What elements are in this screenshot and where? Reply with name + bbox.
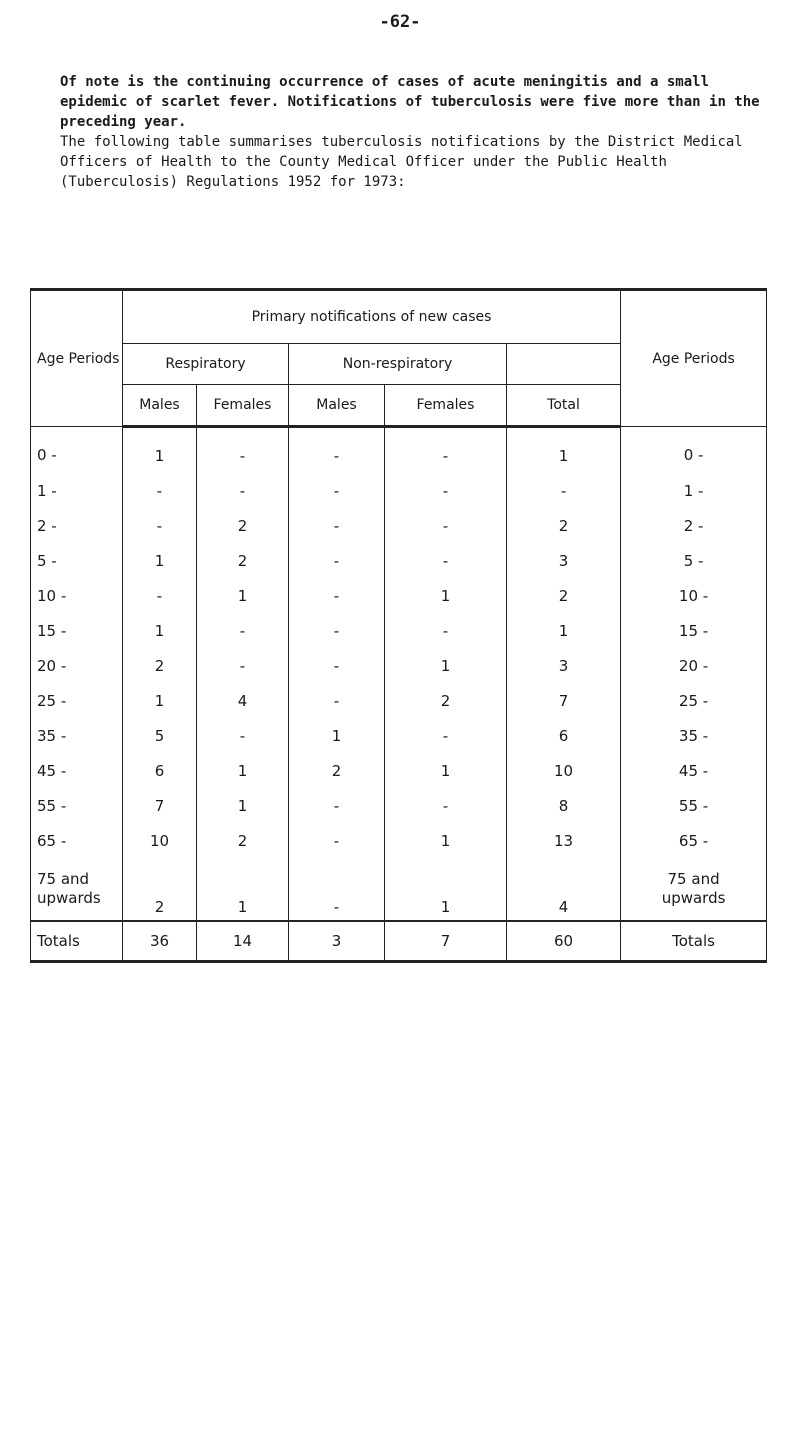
totals-resp-males: 36 [123, 921, 197, 962]
resp-females: 1 [197, 578, 289, 613]
resp-males: 1 [123, 543, 197, 578]
age-period-right: 65 - [621, 823, 767, 858]
age-period-right: 2 - [621, 508, 767, 543]
table-row [31, 427, 767, 474]
total: 1 [507, 427, 621, 474]
nonresp-males: 1 [289, 718, 385, 753]
header-respiratory: Respiratory [123, 344, 289, 385]
nonresp-males: - [289, 788, 385, 823]
totals-nonresp-females: 7 [385, 921, 507, 962]
table-intro-paragraph: The following table summarises tuberculosis notifications by the District Medical Officers of Health to the County Medical Officer under the Public Health (Tuberculosis) Regulations 1952 for 1973: [60, 134, 743, 190]
age-period: 55 - [31, 788, 123, 823]
age-period-right: 25 - [621, 683, 767, 718]
header-resp-males: Males [123, 385, 197, 427]
nonresp-males: - [289, 473, 385, 508]
nonresp-females: 1 [385, 578, 507, 613]
nonresp-females: 2 [385, 683, 507, 718]
totals-nonresp-males: 3 [289, 921, 385, 962]
header-primary-notifications: Primary notifications of new cases [123, 290, 621, 344]
age-period-right: 0 - [621, 427, 767, 474]
age-period: 20 - [31, 648, 123, 683]
resp-females: 1 [197, 788, 289, 823]
header-resp-females: Females [197, 385, 289, 427]
age-period: 2 - [31, 508, 123, 543]
table-row [31, 578, 767, 613]
header-nonresp-females: Females [385, 385, 507, 427]
age-period-line2: upwards [37, 889, 101, 907]
resp-females: 1 [197, 858, 289, 921]
resp-females: - [197, 648, 289, 683]
resp-males: 6 [123, 753, 197, 788]
nonresp-females: - [385, 427, 507, 474]
total: 13 [507, 823, 621, 858]
age-period-right: 20 - [621, 648, 767, 683]
resp-females: 2 [197, 823, 289, 858]
age-period: 5 - [31, 543, 123, 578]
nonresp-males: - [289, 683, 385, 718]
total: 10 [507, 753, 621, 788]
total: 2 [507, 578, 621, 613]
resp-males: 1 [123, 613, 197, 648]
nonresp-males: - [289, 578, 385, 613]
age-period: 35 - [31, 718, 123, 753]
nonresp-males: - [289, 613, 385, 648]
total: 6 [507, 718, 621, 753]
age-period-right [621, 858, 767, 921]
age-period: 1 - [31, 473, 123, 508]
table-row [31, 473, 767, 508]
resp-males: 10 [123, 823, 197, 858]
total: 7 [507, 683, 621, 718]
resp-females: 4 [197, 683, 289, 718]
header-total: Total [507, 385, 621, 427]
resp-males: - [123, 578, 197, 613]
nonresp-males: - [289, 648, 385, 683]
nonresp-females: - [385, 613, 507, 648]
resp-males: 2 [123, 858, 197, 921]
nonresp-males: - [289, 858, 385, 921]
age-period-right: 5 - [621, 543, 767, 578]
header-blank [507, 344, 621, 385]
table-row [31, 718, 767, 753]
age-period-right-line1: 75 and [667, 870, 720, 888]
totals-row [31, 921, 767, 962]
age-period: 10 - [31, 578, 123, 613]
total: 2 [507, 508, 621, 543]
total: 4 [507, 858, 621, 921]
totals-label: Totals [31, 921, 123, 962]
age-period-right-line2: upwards [661, 889, 726, 907]
nonresp-females: - [385, 788, 507, 823]
age-period-right: 1 - [621, 473, 767, 508]
age-period: 65 - [31, 823, 123, 858]
nonresp-males: - [289, 508, 385, 543]
age-period: 45 - [31, 753, 123, 788]
nonresp-females: 1 [385, 823, 507, 858]
age-period-right: 15 - [621, 613, 767, 648]
resp-males: - [123, 473, 197, 508]
totals-total: 60 [507, 921, 621, 962]
nonresp-females: 1 [385, 753, 507, 788]
nonresp-females: 1 [385, 858, 507, 921]
resp-females: - [197, 473, 289, 508]
header-non-respiratory: Non-respiratory [289, 344, 507, 385]
page-number: -62- [379, 12, 421, 32]
table-row [31, 613, 767, 648]
total: 3 [507, 543, 621, 578]
nonresp-females: - [385, 718, 507, 753]
header-age-periods: Age Periods [31, 290, 123, 427]
table-row [31, 788, 767, 823]
resp-males: 5 [123, 718, 197, 753]
resp-females: 1 [197, 753, 289, 788]
nonresp-males: - [289, 543, 385, 578]
resp-males: 7 [123, 788, 197, 823]
resp-females: 2 [197, 543, 289, 578]
tuberculosis-notifications-table [30, 288, 767, 963]
totals-label-right: Totals [621, 921, 767, 962]
nonresp-males: - [289, 823, 385, 858]
age-period: 0 - [31, 427, 123, 474]
table-row [31, 683, 767, 718]
nonresp-females: - [385, 543, 507, 578]
age-period: 25 - [31, 683, 123, 718]
total: 1 [507, 613, 621, 648]
resp-males: - [123, 508, 197, 543]
total: 8 [507, 788, 621, 823]
intro-paragraph: Of note is the continuing occurrence of cases of acute meningitis and a small epidemic of scarlet fever. Notifications of tuberculosis were five more than in the preceding year. [60, 74, 760, 130]
nonresp-males: 2 [289, 753, 385, 788]
resp-males: 1 [123, 683, 197, 718]
age-period: 15 - [31, 613, 123, 648]
table-row [31, 543, 767, 578]
totals-resp-females: 14 [197, 921, 289, 962]
age-period-right: 10 - [621, 578, 767, 613]
table-row [31, 753, 767, 788]
age-period-right: 35 - [621, 718, 767, 753]
resp-females: - [197, 613, 289, 648]
age-period-right: 45 - [621, 753, 767, 788]
nonresp-females: 1 [385, 648, 507, 683]
age-period-line1: 75 and [37, 870, 90, 888]
resp-females: - [197, 427, 289, 474]
total: - [507, 473, 621, 508]
resp-females: 2 [197, 508, 289, 543]
header-age-periods-right: Age Periods [621, 290, 767, 427]
header-nonresp-males: Males [289, 385, 385, 427]
table-row [31, 648, 767, 683]
table-row [31, 823, 767, 858]
resp-females: - [197, 718, 289, 753]
table-row [31, 508, 767, 543]
total: 3 [507, 648, 621, 683]
age-period [31, 858, 123, 921]
nonresp-females: - [385, 508, 507, 543]
nonresp-females: - [385, 473, 507, 508]
table-row [31, 858, 767, 921]
nonresp-males: - [289, 427, 385, 474]
age-period-right: 55 - [621, 788, 767, 823]
resp-males: 2 [123, 648, 197, 683]
resp-males: 1 [123, 427, 197, 474]
